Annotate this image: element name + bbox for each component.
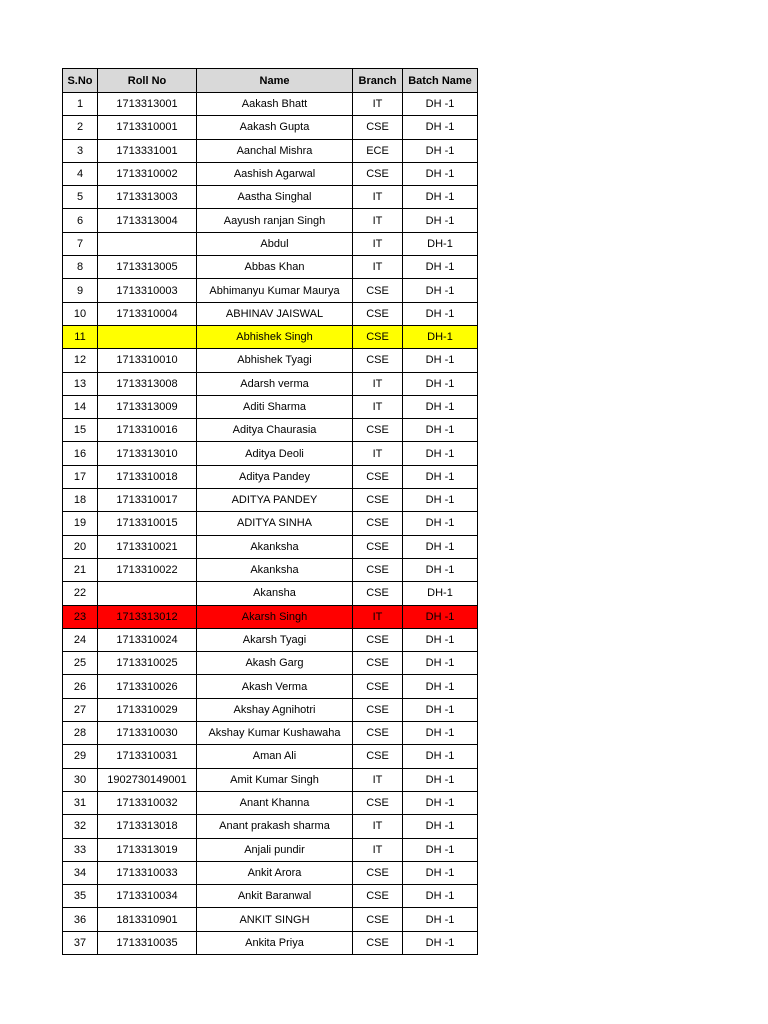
cell-name: ABHINAV JAISWAL [197,302,353,325]
cell-name: Amit Kumar Singh [197,768,353,791]
table-row [63,512,478,535]
table-row [63,745,478,768]
cell-batch-name: DH -1 [403,465,478,488]
cell-roll-no: 1713313012 [98,605,197,628]
cell-sno: 11 [63,325,98,348]
table-row [63,791,478,814]
cell-sno: 7 [63,232,98,255]
cell-branch: IT [353,186,403,209]
cell-batch-name: DH -1 [403,768,478,791]
cell-branch: IT [353,209,403,232]
cell-batch-name: DH -1 [403,209,478,232]
table-row [63,256,478,279]
cell-sno: 30 [63,768,98,791]
cell-name: Abhishek Singh [197,325,353,348]
roster-body [63,93,478,955]
table-row [63,139,478,162]
cell-roll-no: 1713313009 [98,395,197,418]
cell-branch: CSE [353,535,403,558]
table-row [63,628,478,651]
table-row [63,558,478,581]
cell-branch: CSE [353,465,403,488]
cell-name: Aastha Singhal [197,186,353,209]
table-row [63,302,478,325]
cell-roll-no: 1713310031 [98,745,197,768]
cell-branch: CSE [353,908,403,931]
table-row [63,372,478,395]
cell-name: Akshay Kumar Kushawaha [197,722,353,745]
table-row [63,698,478,721]
cell-sno: 24 [63,628,98,651]
cell-sno: 28 [63,722,98,745]
cell-name: Aditi Sharma [197,395,353,418]
cell-name: Ankita Priya [197,931,353,954]
cell-batch-name: DH -1 [403,512,478,535]
table-row [63,838,478,861]
cell-batch-name: DH-1 [403,232,478,255]
cell-name: Abbas Khan [197,256,353,279]
cell-roll-no: 1713310002 [98,162,197,185]
cell-roll-no: 1713310035 [98,931,197,954]
cell-batch-name: DH -1 [403,675,478,698]
cell-batch-name: DH -1 [403,442,478,465]
cell-roll-no: 1713313010 [98,442,197,465]
cell-sno: 23 [63,605,98,628]
cell-sno: 9 [63,279,98,302]
cell-branch: CSE [353,419,403,442]
cell-branch: IT [353,395,403,418]
cell-name: Akansha [197,582,353,605]
cell-branch: CSE [353,652,403,675]
cell-name: Abhishek Tyagi [197,349,353,372]
cell-batch-name: DH -1 [403,745,478,768]
cell-sno: 19 [63,512,98,535]
cell-branch: IT [353,768,403,791]
cell-name: Aanchal Mishra [197,139,353,162]
cell-sno: 37 [63,931,98,954]
cell-branch: IT [353,256,403,279]
cell-sno: 3 [63,139,98,162]
table-row [63,652,478,675]
cell-name: ADITYA SINHA [197,512,353,535]
cell-roll-no: 1902730149001 [98,768,197,791]
cell-branch: CSE [353,162,403,185]
cell-roll-no: 1713310022 [98,558,197,581]
cell-roll-no: 1713313008 [98,372,197,395]
cell-sno: 35 [63,885,98,908]
cell-roll-no: 1713313019 [98,838,197,861]
table-row [63,116,478,139]
cell-name: Ankit Arora [197,861,353,884]
cell-sno: 6 [63,209,98,232]
cell-batch-name: DH -1 [403,419,478,442]
cell-batch-name: DH -1 [403,908,478,931]
cell-sno: 8 [63,256,98,279]
table-row [63,908,478,931]
cell-name: Akshay Agnihotri [197,698,353,721]
cell-name: ADITYA PANDEY [197,489,353,512]
cell-branch: ECE [353,139,403,162]
cell-branch: CSE [353,489,403,512]
table-row [63,279,478,302]
cell-name: Akanksha [197,535,353,558]
cell-name: Abdul [197,232,353,255]
table-row [63,349,478,372]
cell-name: Aditya Chaurasia [197,419,353,442]
table-row [63,768,478,791]
cell-roll-no: 1713310017 [98,489,197,512]
cell-branch: IT [353,838,403,861]
cell-roll-no: 1713310034 [98,885,197,908]
cell-branch: CSE [353,745,403,768]
cell-branch: CSE [353,885,403,908]
cell-roll-no: 1713310021 [98,535,197,558]
cell-batch-name: DH -1 [403,885,478,908]
cell-name: Aashish Agarwal [197,162,353,185]
table-row [63,582,478,605]
cell-name: Aditya Deoli [197,442,353,465]
cell-batch-name: DH -1 [403,861,478,884]
cell-sno: 25 [63,652,98,675]
cell-name: Akash Verma [197,675,353,698]
cell-sno: 31 [63,791,98,814]
cell-roll-no: 1713310001 [98,116,197,139]
cell-branch: IT [353,815,403,838]
cell-roll-no [98,232,197,255]
cell-sno: 2 [63,116,98,139]
cell-batch-name: DH -1 [403,558,478,581]
cell-batch-name: DH -1 [403,93,478,116]
cell-branch: CSE [353,582,403,605]
cell-sno: 26 [63,675,98,698]
cell-batch-name: DH -1 [403,162,478,185]
cell-branch: CSE [353,116,403,139]
table-row [63,209,478,232]
cell-sno: 27 [63,698,98,721]
cell-branch: CSE [353,325,403,348]
cell-roll-no: 1713313018 [98,815,197,838]
cell-sno: 18 [63,489,98,512]
header-branch: Branch [353,69,403,93]
cell-roll-no: 1713313003 [98,186,197,209]
cell-roll-no: 1713310033 [98,861,197,884]
cell-branch: CSE [353,349,403,372]
cell-name: Ankit Baranwal [197,885,353,908]
cell-branch: CSE [353,628,403,651]
cell-sno: 29 [63,745,98,768]
table-row [63,419,478,442]
cell-sno: 21 [63,558,98,581]
cell-roll-no: 1713310016 [98,419,197,442]
cell-batch-name: DH -1 [403,395,478,418]
cell-branch: IT [353,605,403,628]
cell-branch: CSE [353,861,403,884]
cell-name: Aman Ali [197,745,353,768]
cell-name: ANKIT SINGH [197,908,353,931]
cell-branch: CSE [353,791,403,814]
header-sno: S.No [63,69,98,93]
student-roster-table [62,68,478,955]
cell-roll-no: 1713310025 [98,652,197,675]
cell-batch-name: DH -1 [403,931,478,954]
table-row [63,535,478,558]
cell-batch-name: DH -1 [403,791,478,814]
cell-branch: IT [353,372,403,395]
cell-name: Akarsh Tyagi [197,628,353,651]
cell-sno: 1 [63,93,98,116]
cell-batch-name: DH -1 [403,186,478,209]
cell-name: Akanksha [197,558,353,581]
cell-branch: CSE [353,302,403,325]
cell-sno: 12 [63,349,98,372]
table-row [63,605,478,628]
cell-batch-name: DH -1 [403,139,478,162]
cell-branch: IT [353,442,403,465]
header-batch-name: Batch Name [403,69,478,93]
table-row [63,885,478,908]
cell-branch: CSE [353,722,403,745]
cell-name: Anjali pundir [197,838,353,861]
cell-roll-no [98,582,197,605]
table-row [63,395,478,418]
cell-roll-no: 1813310901 [98,908,197,931]
cell-name: Anant Khanna [197,791,353,814]
cell-sno: 33 [63,838,98,861]
cell-name: Anant prakash sharma [197,815,353,838]
cell-sno: 15 [63,419,98,442]
cell-roll-no: 1713310024 [98,628,197,651]
cell-branch: CSE [353,512,403,535]
table-row [63,442,478,465]
table-row [63,93,478,116]
table-row [63,722,478,745]
cell-name: Abhimanyu Kumar Maurya [197,279,353,302]
header-row [63,69,478,93]
cell-name: Aayush ranjan Singh [197,209,353,232]
cell-batch-name: DH -1 [403,698,478,721]
cell-roll-no: 1713310018 [98,465,197,488]
cell-batch-name: DH-1 [403,582,478,605]
cell-batch-name: DH -1 [403,535,478,558]
cell-roll-no: 1713310029 [98,698,197,721]
cell-sno: 36 [63,908,98,931]
cell-name: Adarsh verma [197,372,353,395]
table-row [63,489,478,512]
cell-branch: CSE [353,279,403,302]
table-row [63,815,478,838]
cell-batch-name: DH -1 [403,372,478,395]
table-row [63,232,478,255]
cell-name: Aditya Pandey [197,465,353,488]
cell-roll-no: 1713310032 [98,791,197,814]
cell-branch: CSE [353,558,403,581]
cell-batch-name: DH -1 [403,652,478,675]
cell-sno: 32 [63,815,98,838]
cell-name: Akarsh Singh [197,605,353,628]
cell-roll-no: 1713331001 [98,139,197,162]
cell-batch-name: DH -1 [403,116,478,139]
cell-roll-no: 1713310003 [98,279,197,302]
cell-branch: IT [353,232,403,255]
cell-roll-no [98,325,197,348]
cell-batch-name: DH -1 [403,256,478,279]
cell-batch-name: DH -1 [403,302,478,325]
table-row [63,325,478,348]
table-row [63,861,478,884]
cell-roll-no: 1713310004 [98,302,197,325]
header-name: Name [197,69,353,93]
cell-batch-name: DH-1 [403,325,478,348]
cell-batch-name: DH -1 [403,279,478,302]
cell-sno: 22 [63,582,98,605]
header-roll-no: Roll No [98,69,197,93]
cell-sno: 34 [63,861,98,884]
cell-sno: 13 [63,372,98,395]
cell-branch: CSE [353,698,403,721]
cell-branch: CSE [353,931,403,954]
cell-sno: 4 [63,162,98,185]
cell-batch-name: DH -1 [403,815,478,838]
cell-sno: 20 [63,535,98,558]
cell-name: Aakash Gupta [197,116,353,139]
cell-sno: 16 [63,442,98,465]
cell-batch-name: DH -1 [403,628,478,651]
cell-roll-no: 1713310026 [98,675,197,698]
cell-roll-no: 1713310030 [98,722,197,745]
table-row [63,675,478,698]
cell-sno: 5 [63,186,98,209]
cell-batch-name: DH -1 [403,349,478,372]
table-row [63,465,478,488]
cell-sno: 14 [63,395,98,418]
cell-roll-no: 1713310010 [98,349,197,372]
cell-sno: 10 [63,302,98,325]
cell-branch: IT [353,93,403,116]
cell-roll-no: 1713313004 [98,209,197,232]
cell-roll-no: 1713310015 [98,512,197,535]
table-row [63,931,478,954]
cell-name: Aakash Bhatt [197,93,353,116]
cell-sno: 17 [63,465,98,488]
cell-roll-no: 1713313005 [98,256,197,279]
table-row [63,186,478,209]
cell-batch-name: DH -1 [403,722,478,745]
table-row [63,162,478,185]
cell-roll-no: 1713313001 [98,93,197,116]
cell-batch-name: DH -1 [403,838,478,861]
cell-batch-name: DH -1 [403,489,478,512]
cell-branch: CSE [353,675,403,698]
cell-name: Akash Garg [197,652,353,675]
cell-batch-name: DH -1 [403,605,478,628]
